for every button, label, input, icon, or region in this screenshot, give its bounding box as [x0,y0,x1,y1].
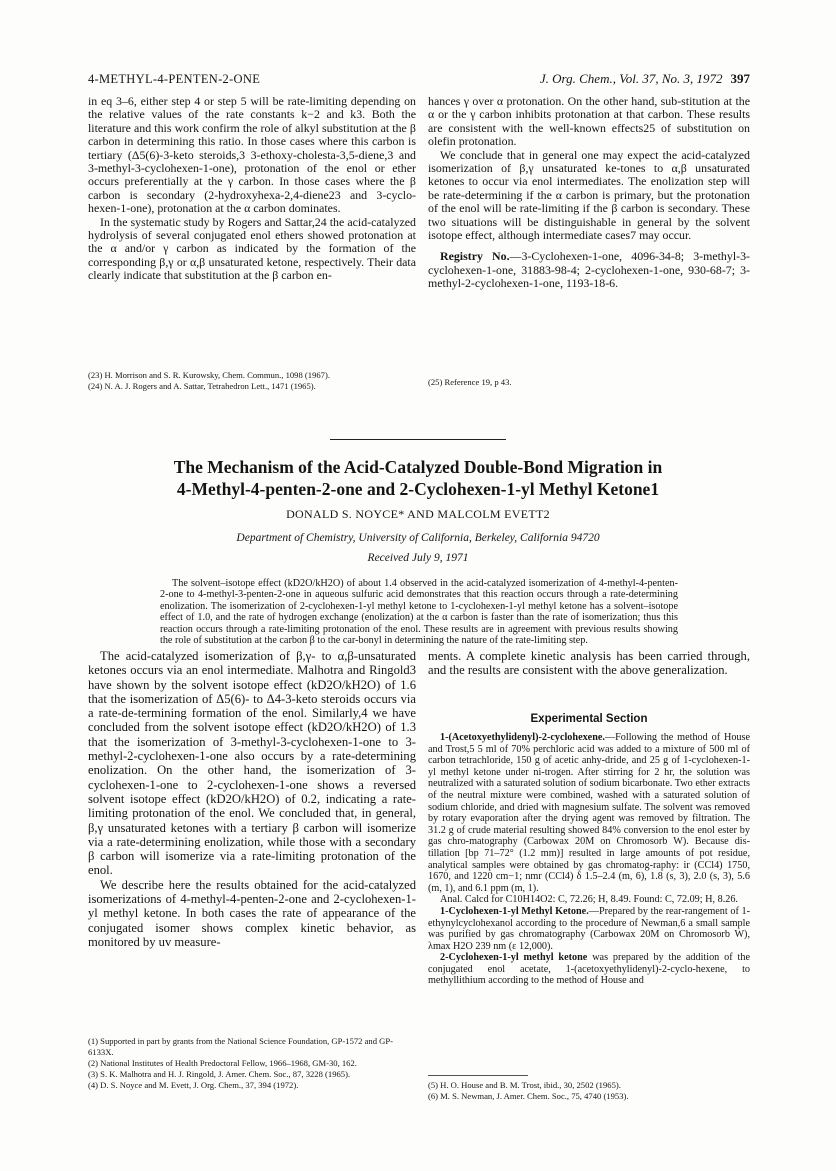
paragraph: In the systematic study by Rogers and Sattar,24 the acid-catalyzed hydrolysis of several conjugated enol ethers showed protonation at the α and/or γ carbon as indicated by the formation of the corresponding β,γ or α,β unsaturated ketone, respectively. Their data clearly indicate that substitution at the β carbon en- [88,214,416,283]
footnotes-right [428,1080,750,1102]
footnote: (1) Supported in part by grants from the National Science Foundation, GP-1572 and GP-6133X. [88,1036,394,1057]
footnote: (6) M. S. Newman, J. Amer. Chem. Soc., 75, 4740 (1953). [428,1091,629,1102]
journal-name: J. Org. Chem., Vol. 37, No. 3, 1972 [539,71,723,86]
registry-label: Registry No. [440,249,510,264]
body-left-column [88,649,416,949]
analysis: Anal. Calcd for C10H14O2: C, 72.26; H, 8.49. Found: C, 72.09; H, 8.26. [440,894,738,906]
running-title: 4-METHYL-4-PENTEN-2-ONE [88,72,261,86]
procedure [428,952,750,987]
footnotes-top-left [88,370,416,392]
abstract: The solvent–isotope effect (kD2O/kH2O) of about 1.4 observed in the acid-catalyzed isomerization of 4-methyl-4-penten-2-one to 4-methyl-3-penten-2-one in aqueous sulfuric acid demonstrates that this reaction occurs through a rate-determining enolization. The isomerization of 2-cyclohexen-1-yl methyl ketone to 1-cyclohexen-1-yl methyl ketone has a solvent–isotope effect of 1.0, and the rate of hydrogen exchange (enolization) at the α carbon is faster than the rate of isomerization; thus this reaction occurs through a rate-limiting protonation of the enol. These results are in agreement with previous results showing the role of substitution at the carbon β to the car-bonyl in determining the nature of the rate-limiting step. [160,578,678,647]
paragraph: We describe here the results obtained for the acid-catalyzed isomerizations of 4-methyl-4-penten-2-one and 2-cyclohexen-1-yl methyl ketone. In both cases the rate of appearance of the conjugated isomer shows complex kinetic behavior, as monitored by uv measure- [88,877,416,949]
footnote: (4) D. S. Noyce and M. Evett, J. Org. Chem., 37, 394 (1972). [88,1080,299,1091]
paragraph: hances γ over α protonation. On the other hand, sub-stitution at the α or the γ carbon inhibits protonation at that carbon. These results are consistent with the well-known effects25 of substitution on olefin protonation. [428,94,750,149]
footnotes-left [88,1036,416,1091]
journal-citation [540,71,750,87]
footnote: (25) Reference 19, p 43. [428,377,512,387]
paragraph: in eq 3–6, either step 4 or step 5 will be rate-limiting depending on the relative values of the rate constants k−2 and k3. Both the literature and this work confirm the role of alkyl substitution at the β carbon in determining this ratio. In those cases where this carbon is tertiary (Δ5(6)-3-keto steroids,3 3-ethoxy-cholesta-3,5-diene,3 and 3-methyl-3-cyclohexen-1-one), protonation of the enol or ether occurs preferentially at the γ carbon. In those cases where the β carbon is secondary (2-hydroxyhexa-2,4-diene23 and 3-cyclo-hexen-1-one), protonation at the α carbon dominates. [88,94,416,216]
procedure-text: —Prepared by the rear-rangement of 1-ethynylcyclohexanol according to the procedure of Newman,6 a small sample was purified by gas chromatography (Carbowax 20M on Chromosorb W), λmax H2O 239 nm (ε 12,000). [428,905,750,952]
paragraph: We conclude that in general one may expect the acid-catalyzed isomerization of β,γ unsaturated ke-tones to α,β unsaturated ketones to occur via enol intermediates. The enolization step will be rate-determining if the α carbon is primary, but the protonation of the enol will be rate-limiting if the β carbon is secondary. These two situations will be distinguishable in general by the solvent isotope effect, although intermediate cases7 may occur. [428,147,750,243]
compound-name: 1-Cyclohexen-1-yl Methyl Ketone. [440,905,589,917]
section-divider [330,439,506,440]
footnote-divider [428,1075,528,1076]
footnotes-top-right [428,377,750,388]
footnote: (24) N. A. J. Rogers and A. Sattar, Tetrahedron Lett., 1471 (1965). [88,381,316,392]
experimental-section [428,732,750,987]
registry-numbers [428,250,750,290]
footnote: (5) H. O. House and B. M. Trost, ibid., 30, 2502 (1965). [428,1080,621,1090]
compound-name: 2-Cyclohexen-1-yl methyl ketone [440,952,588,964]
footnote: (3) S. K. Malhotra and H. J. Ringold, J. Amer. Chem. Soc., 87, 3228 (1965). [88,1068,351,1079]
procedure [428,906,750,952]
received-date: Received July 9, 1971 [367,552,469,564]
procedure-text: was prepared by the addition of the conjugated enol acetate, 1-(acetoxyethylidenyl)-2-cyclo-hexene, to methyllithium according to the method of House and [428,952,750,987]
body-right-column [428,649,750,678]
paragraph: ments. A complete kinetic analysis has been carried through, and the results are consistent with the above generalization. [428,649,750,678]
procedure [428,732,750,894]
procedure-text: —Following the method of House and Trost,5 5 ml of 70% perchloric acid was added to a mixture of 500 ml of carbon tetrachloride, 150 g of acetic anhy-dride, and 25 g of 1-cyclohexen-1-yl methyl ketone under ni-trogen. After stirring for 2 hr, the solution was neutralized with a saturated solution of sodium bicarbonate. Two ether extracts of the neutral mixture were combined, washed with a saturated solution of sodium chloride, and dried with magnesium sulfate. The solvent was removed by rotary evaporation after the drying agent was removed by filtration. The 31.2 g of crude material resulting showed 84% conversion to the enol ester by gas chro-matography (Carbowax 20M on Chromosorb W). Because dis-tillation [bp 71–72° (1.2 mm)] resulted in large amounts of pot residue, analytical samples were obtained by gas chromatog-raphy: ir (CCl4) 1750, 1670, and 1220 cm−1; nmr (CCl4) δ 1.5–2.4 (m, 6), 1.8 (s, 3), 2.0 (s, 3), 5.6 (m, 1), and 6.1 ppm (m, 1). [428,732,750,894]
paragraph: The acid-catalyzed isomerization of β,γ- to α,β-unsaturated ketones occurs via an enol intermediate. Malhotra and Ringold3 have shown by the solvent isotope effect (kD2O/kH2O) of 1.6 that the isomerization of Δ5(6)- to Δ4-3-keto steroids occurs via a rate-de-termining formation of the enol. Similarly,4 we have concluded from the solvent isotope effect (kD2O/kH2O) of 1.3 that the isomerization of 3-methyl-3-cyclohexen-1-one to 3-methyl-2-cyclohexen-1-one also occurs by a rate-determining enolization. On the other hand, the isomerization of 3-cyclohexen-1-one to 2-cyclohexen-1-one shows a reversed solvent isotope effect (kD2O/kH2O) of 0.2, indicating a rate-limiting protonation of the enol. We concluded that, in general, β,γ unsaturated ketones with a tertiary β carbon will isomerize via a rate-determining enolization, while those with a secondary β carbon will isomerize via a rate-limiting protonation of the enol. [88,649,416,878]
compound-name: 1-(Acetoxyethylidenyl)-2-cyclohexene. [440,732,605,743]
title-line: 4-Methyl-4-penten-2-one and 2-Cyclohexen-1-yl Methyl Ketone1 [176,479,660,499]
footnote: (23) H. Morrison and S. R. Kurowsky, Chem. Commun., 1098 (1967). [88,370,330,380]
registry-text: —3-Cyclohexen-1-one, 4096-34-8; 3-methyl-3-cyclohexen-1-one, 31883-98-4; 2-cyclohexen-1-one, 930-68-7; 3-methyl-2-cyclohexen-1-one, 1193-18-6. [428,249,750,291]
title-line: The Mechanism of the Acid-Catalyzed Double-Bond Migration in [173,457,663,477]
footnote: (2) National Institutes of Health Predoctoral Fellow, 1966–1968, GM-30, 162. [88,1057,357,1068]
page-number: 397 [730,71,750,86]
section-heading: Experimental Section [530,713,648,725]
affiliation: Department of Chemistry, University of California, Berkeley, California 94720 [236,532,600,544]
authors: DONALD S. NOYCE* AND MALCOLM EVETT2 [286,507,550,521]
article-title [120,456,716,500]
top-left-column [88,95,416,283]
top-right-column [428,95,750,291]
